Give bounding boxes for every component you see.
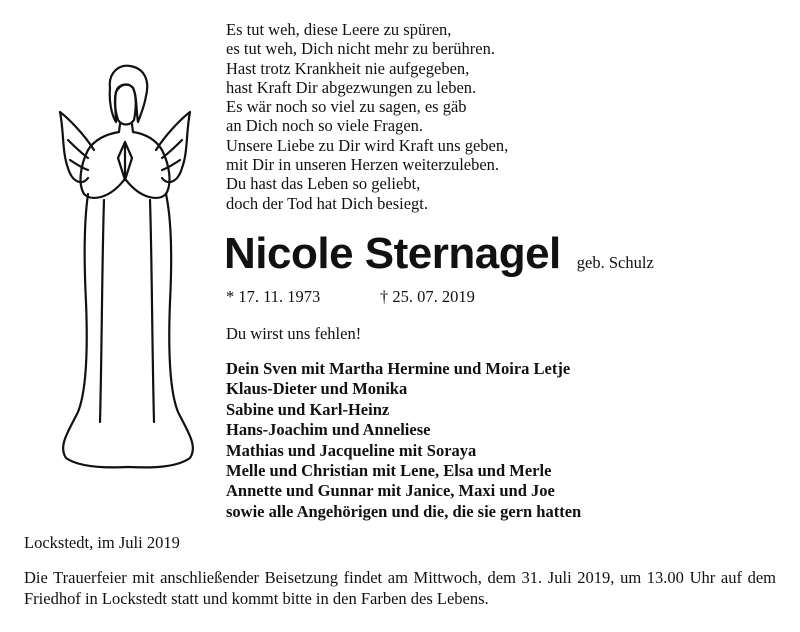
mourner-line: Hans-Joachim und Anneliese [226, 420, 431, 440]
mourner-line: sowie alle Angehörigen und die, die sie gern hatten [226, 501, 582, 521]
poem-line: doch der Tod hat Dich besiegt. [226, 193, 428, 213]
mourner-line: Mathias und Jacqueline mit Soraya [226, 440, 477, 460]
mourner-line: Klaus-Dieter und Monika [226, 379, 408, 399]
deceased-name-row [224, 228, 654, 280]
birth-date: * 17. 11. 1973 [226, 287, 321, 306]
poem-line: Es tut weh, diese Leere zu spüren, [226, 20, 452, 39]
mourner-line: Melle und Christian mit Lene, Elsa und Merle [226, 461, 552, 481]
mourners-list [226, 359, 581, 522]
maiden-name: geb. Schulz [576, 253, 654, 272]
poem-line: Du hast das Leben so geliebt, [226, 174, 421, 194]
mourner-line: Annette und Gunnar mit Janice, Maxi und Joe [226, 481, 555, 501]
funeral-notice: Die Trauerfeier mit anschließender Beisetzung findet am Mittwoch, dem 31. Juli 2019, um 13.00 Uhr auf dem Friedhof in Lockstedt statt und kommt bitte in den Farben des Lebens. [24, 568, 776, 608]
poem-line: Hast trotz Krankheit nie aufgegeben, [226, 58, 470, 78]
mourner-line: Dein Sven mit Martha Hermine und Moira Letje [226, 359, 571, 378]
poem-line: hast Kraft Dir abgezwungen zu leben. [226, 77, 477, 97]
death-date: † 25. 07. 2019 [380, 287, 475, 306]
poem-line: an Dich noch so viele Fragen. [226, 116, 424, 136]
deceased-name: Nicole Sternagel [224, 229, 561, 278]
place-and-date: Lockstedt, im Juli 2019 [24, 533, 180, 552]
poem-line: Es wär noch so viel zu sagen, es gäb [226, 97, 467, 117]
poem-line: mit Dir in unseren Herzen weiterzuleben. [226, 155, 500, 175]
angel-illustration-icon [58, 62, 198, 480]
farewell-line: Du wirst uns fehlen! [226, 324, 362, 343]
poem-line: es tut weh, Dich nicht mehr zu berühren. [226, 39, 495, 59]
mourner-line: Sabine und Karl-Heinz [226, 399, 390, 419]
life-dates [226, 287, 475, 307]
poem-line: Unsere Liebe zu Dir wird Kraft uns geben, [226, 135, 509, 155]
memorial-poem [226, 20, 786, 213]
